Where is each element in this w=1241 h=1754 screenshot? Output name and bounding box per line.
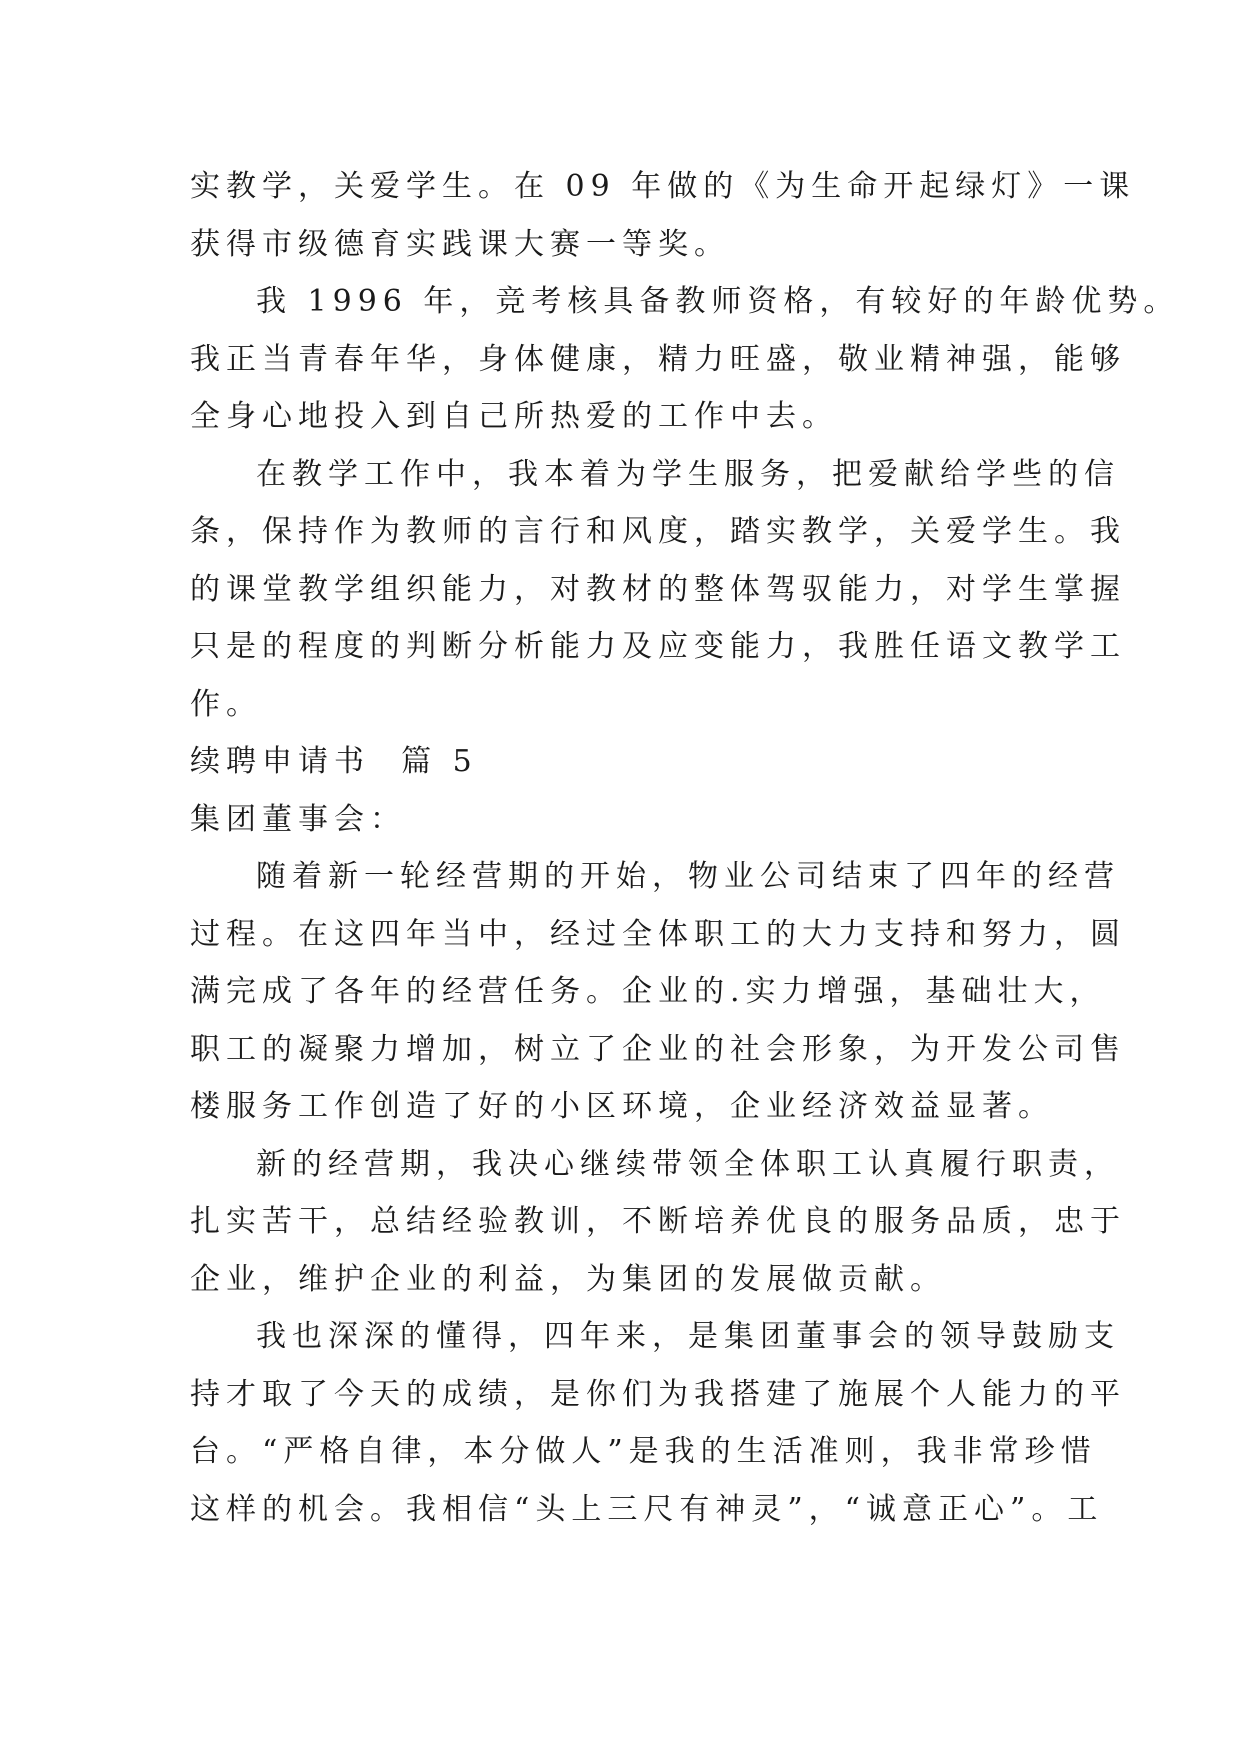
- text-line: 我也深深的懂得，四年来，是集团董事会的领导鼓励支: [256, 1319, 1120, 1354]
- text-line: 全身心地投入到自己所热爱的工作中去。: [190, 399, 838, 434]
- text-line: 满完成了各年的经营任务。企业的.实力增强，基础壮大，: [190, 974, 1106, 1009]
- paragraph: [190, 158, 1136, 273]
- heading-text: 续聘申请书 篇 5: [190, 744, 478, 779]
- text-line: 条，保持作为教师的言行和风度，踏实教学，关爱学生。我: [190, 514, 1126, 549]
- paragraph: [190, 1308, 1126, 1538]
- text-line: 持才取了今天的成绩，是你们为我搭建了施展个人能力的平: [190, 1376, 1126, 1412]
- text-line: 职工的凝聚力增加，树立了企业的社会形象，为开发公司售: [190, 1031, 1126, 1067]
- text-line: 扎实苦干，总结经验教训，不断培养优良的服务品质，忠于: [190, 1204, 1126, 1239]
- paragraph: [190, 273, 1180, 446]
- text-line: 我正当青春年华，身体健康，精力旺盛，敬业精神强，能够: [190, 341, 1126, 377]
- text-line: 的课堂教学组织能力，对教材的整体驾驭能力，对学生掌握: [190, 571, 1126, 607]
- paragraph: [190, 1136, 1126, 1309]
- text-line: 作。: [190, 686, 262, 722]
- text-line: 我 1996 年，竞考核具备教师资格，有较好的年龄优势。: [256, 284, 1180, 319]
- text-line: 这样的机会。我相信“头上三尺有神灵”，“诚意正心”。工: [190, 1491, 1104, 1527]
- text-line: 过程。在这四年当中，经过全体职工的大力支持和努力，圆: [190, 916, 1126, 952]
- text-line: 只是的程度的判断分析能力及应变能力，我胜任语文教学工: [190, 629, 1126, 664]
- salutation-text: 集团董事会：: [190, 801, 406, 837]
- text-line: 实教学，关爱学生。在 09 年做的《为生命开起绿灯》一课: [190, 169, 1136, 204]
- text-line: 企业，维护企业的利益，为集团的发展做贡献。: [190, 1261, 946, 1297]
- text-line: 在教学工作中，我本着为学生服务，把爱献给学些的信: [256, 456, 1120, 492]
- text-line: 新的经营期，我决心继续带领全体职工认真履行职责，: [256, 1146, 1120, 1182]
- document-page: [190, 158, 1180, 1538]
- text-line: 获得市级德育实践课大赛一等奖。: [190, 226, 730, 262]
- salutation: [190, 791, 1060, 849]
- paragraph: [190, 446, 1126, 734]
- section-heading: [190, 733, 1060, 791]
- text-line: 楼服务工作创造了好的小区环境，企业经济效益显著。: [190, 1089, 1054, 1124]
- text-line: 台。“严格自律，本分做人”是我的生活准则，我非常珍惜: [190, 1434, 1097, 1469]
- text-line: 随着新一轮经营期的开始，物业公司结束了四年的经营: [256, 859, 1120, 894]
- paragraph: [190, 848, 1126, 1136]
